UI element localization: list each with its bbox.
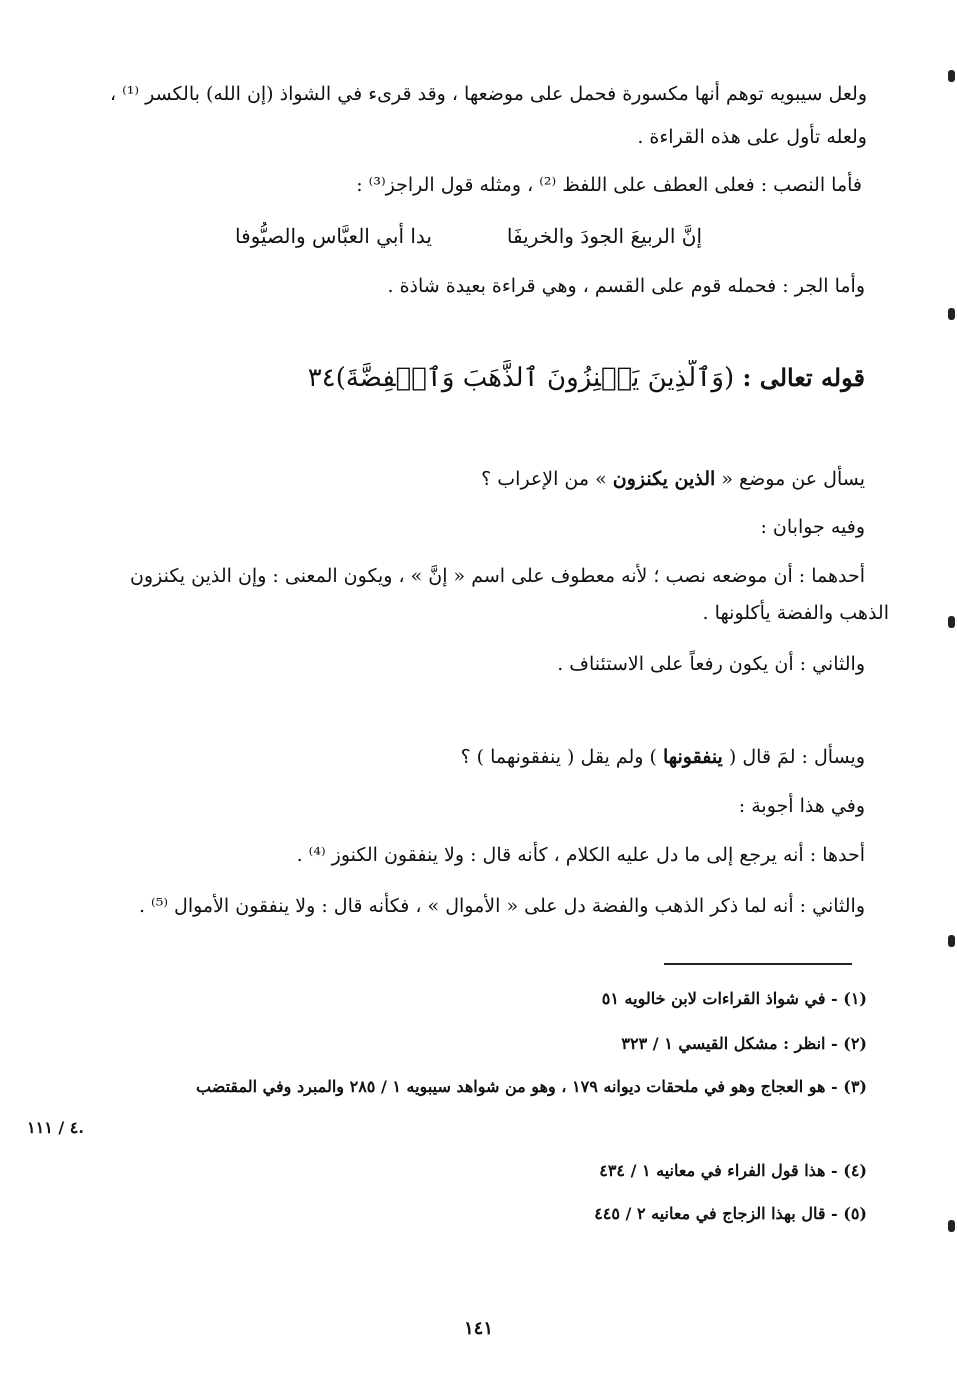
paragraph-line: أحدها : أنه يرجع إلى ما دل عليه الكلام ، كأنه قال : ولا ينفقون الكنوز ⁽⁴⁾ .: [296, 844, 865, 866]
footnote: (٣) - هو العجاج وهو في ملحقات ديوانه ١٧٩ ، وهو من شواهد سيبويه ١ / ٢٨٥ والمبرد وفي المقتضب: [196, 1077, 867, 1096]
question-keyword: ينفقونها: [662, 746, 723, 768]
heading-prefix: قوله تعالى :: [742, 363, 865, 392]
verse-hemistich-left: يدا أبي العبَّاس والصيُّوفا: [234, 224, 432, 248]
paragraph-line: أحدهما : أن موضعه نصب ؛ لأنه معطوف على اسم « إنَّ » ، ويكون المعنى : وإن الذين يكنزون: [129, 565, 865, 587]
paragraph-line: فأما النصب : فعلى العطف على اللفظ ⁽²⁾ ، ومثله قول الراجز⁽³⁾ :: [356, 174, 862, 196]
paragraph-line: وأما الجر : فحمله قوم على القسم ، وهي قراءة بعيدة شاذة .: [387, 275, 865, 297]
paragraph-line: الذهب والفضة يأكلونها .: [702, 602, 889, 624]
question-part: ) ولم يقل ( ينفقونهما ) ؟: [460, 746, 657, 768]
scan-mark: [948, 1220, 955, 1232]
verse-hemistich-right: إنَّ الربيعَ الجودَ والخريفَا: [506, 224, 702, 248]
paragraph-line: وفيه جوابان :: [760, 516, 865, 538]
paragraph-line: والثاني : أن يكون رفعاً على الاستئناف .: [557, 653, 865, 675]
footnote-separator: [664, 963, 852, 965]
paragraph-line: والثاني : أنه لما ذكر الذهب والفضة دل على « الأموال » ، فكأنه قال : ولا ينفقون الأموال ⁽⁵⁾ .: [138, 895, 865, 917]
quran-quote: (وَٱلَّذِينَ يَكۡنِزُونَ ٱلذَّهَبَ وَٱلۡفِضَّةَ)٣٤: [307, 363, 735, 393]
paragraph-line: وفي هذا أجوبة :: [738, 795, 865, 817]
question-part: ويسأل : لمَ قال (: [728, 746, 865, 768]
paragraph-line: ولعل سيبويه توهم أنها مكسورة فحمل على موضعها ، وقد قرىء في الشواذ (إن الله) بالكسر ⁽¹⁾ ،: [109, 83, 867, 105]
footnote: (١) - في شواذ القراءات لابن خالويه ٥١: [601, 989, 867, 1008]
scan-mark: [948, 935, 955, 947]
footnote-continuation: ٤ / ١١١.: [27, 1118, 84, 1137]
scan-mark: [948, 70, 955, 82]
footnote: (٢) - انظر : مشكل القيسي ١ / ٣٢٣: [621, 1034, 867, 1053]
page-number: ١٤١: [463, 1318, 493, 1339]
paragraph-line: ولعله تأول على هذه القراءة .: [637, 126, 867, 148]
footnote: (٤) - هذا قول الفراء في معانيه ١ / ٤٣٤: [599, 1161, 867, 1180]
scan-mark: [948, 616, 955, 628]
verse-heading: [308, 360, 865, 396]
question-line: [75, 465, 865, 493]
scan-mark: [948, 308, 955, 320]
question-keyword: الذين يكنزون: [612, 468, 716, 490]
question-part: » من الإعراب ؟: [481, 468, 607, 490]
question-part: يسأل عن موضع «: [721, 468, 865, 490]
footnote: (٥) - قال بهذا الزجاج في معانيه ٢ / ٤٤٥: [594, 1204, 867, 1223]
question-line: [75, 743, 865, 771]
